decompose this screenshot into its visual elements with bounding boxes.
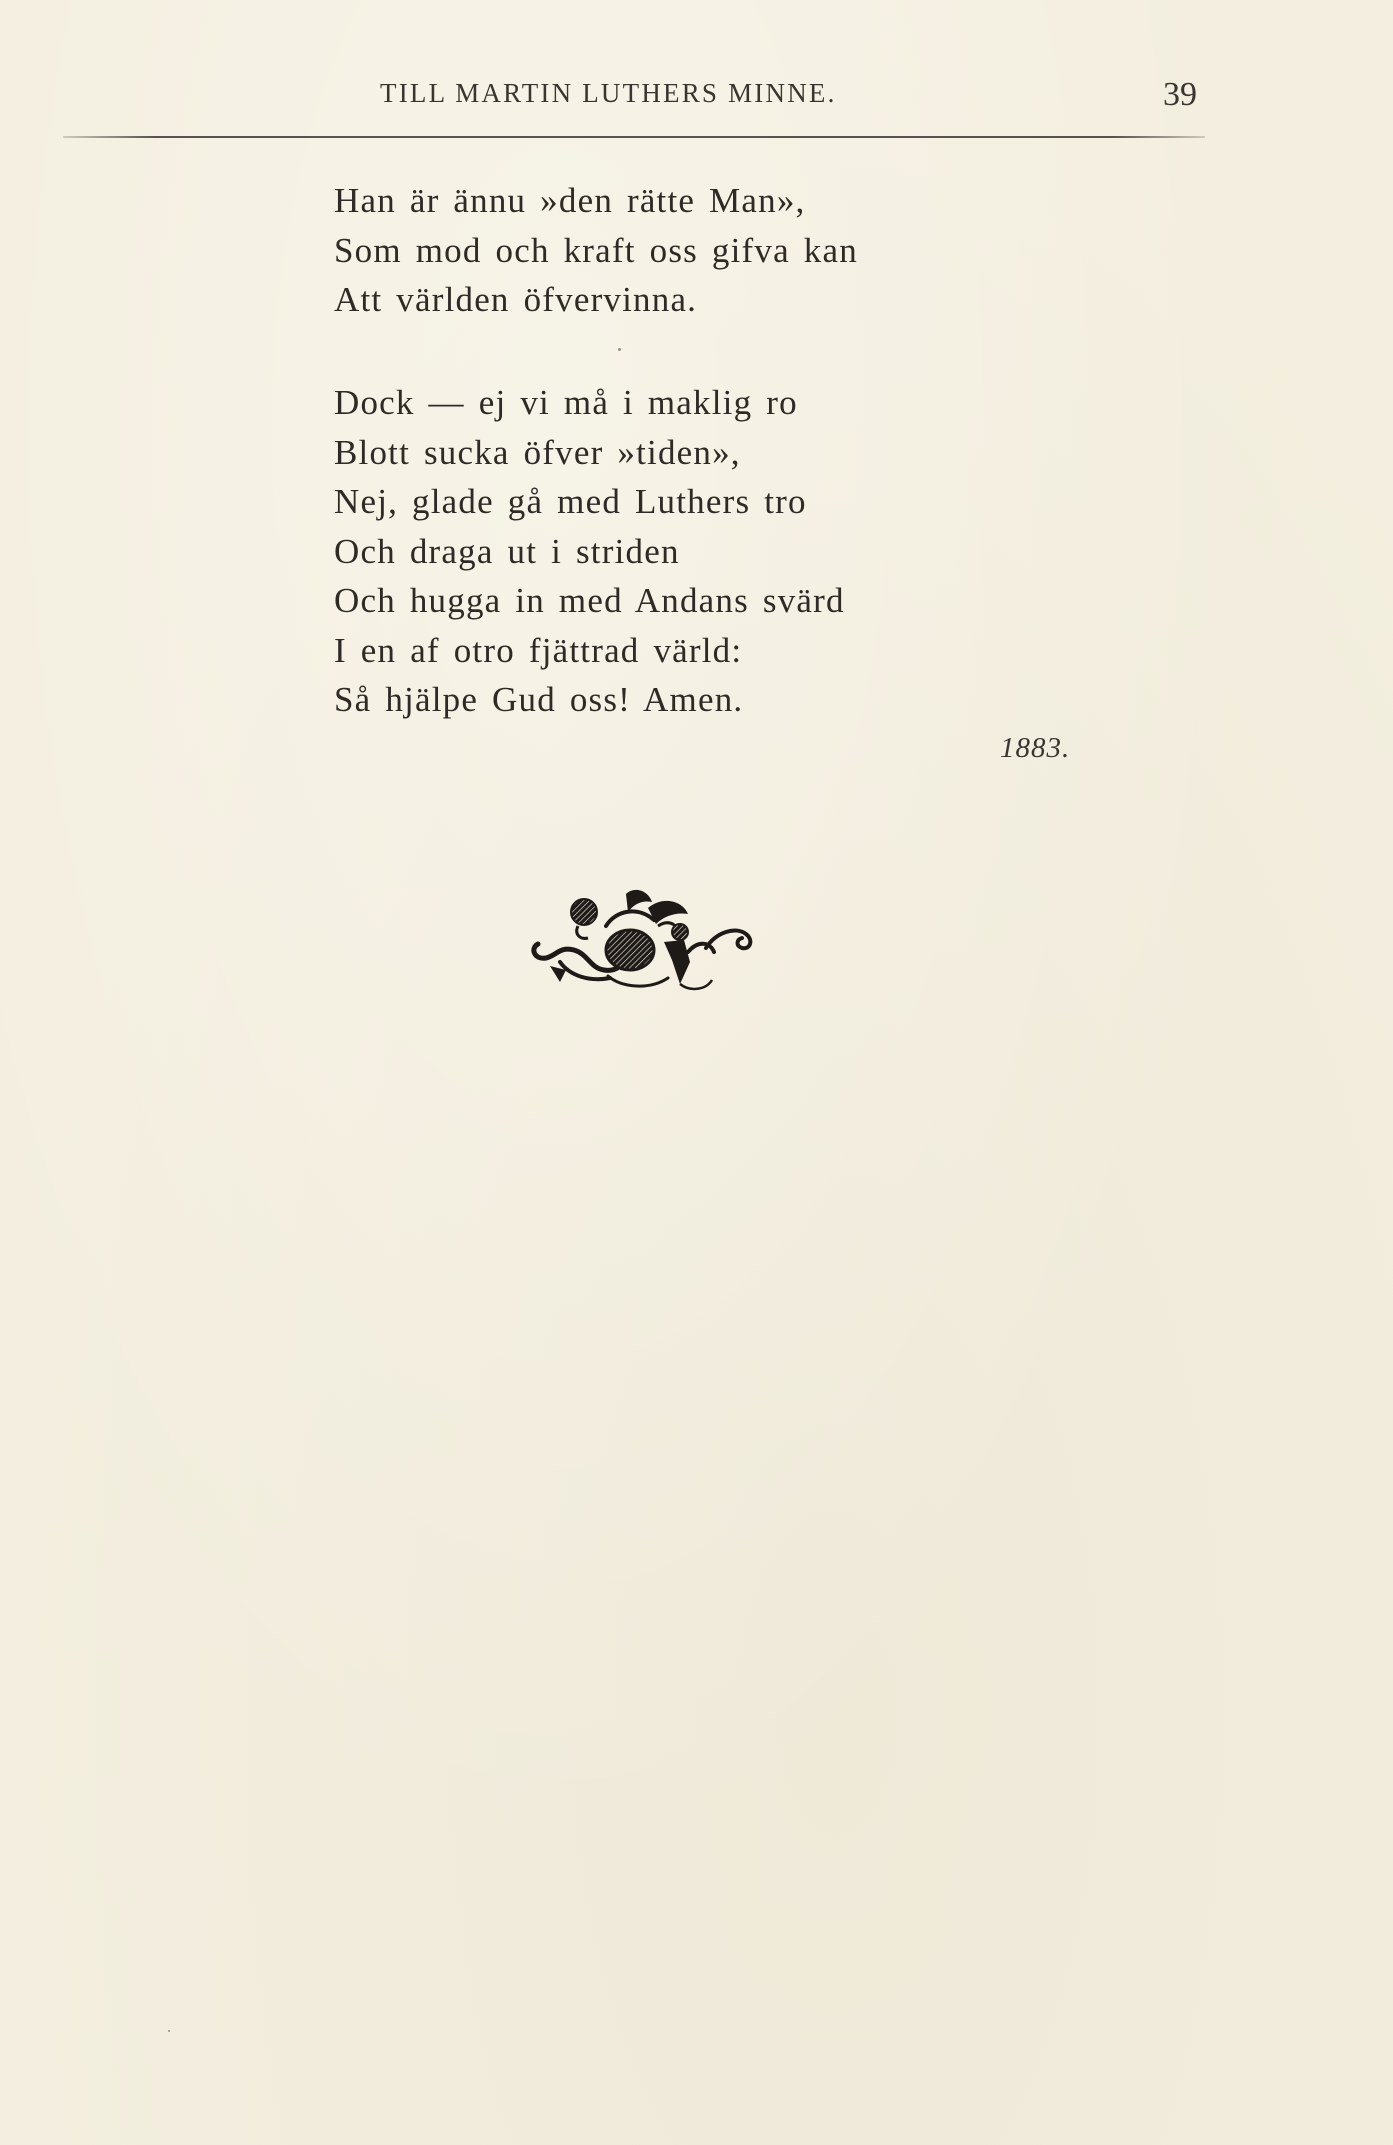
verse-line: Han är ännu »den rätte Man», xyxy=(334,181,806,220)
verse-line: Att världen öfvervinna. xyxy=(334,280,698,319)
running-head xyxy=(0,78,1393,118)
running-title: TILL MARTIN LUTHERS MINNE. xyxy=(380,78,837,108)
verse-line: Och hugga in med Andans svärd xyxy=(334,581,845,620)
verse-line: Blott sucka öfver »tiden», xyxy=(334,432,741,472)
verse-line: Dock — ej vi må i maklig ro xyxy=(334,383,798,422)
floral-vignette-icon xyxy=(530,886,760,996)
verse-line: Nej, glade gå med Luthers tro xyxy=(334,482,807,521)
header-rule xyxy=(63,136,1205,138)
paper-speck xyxy=(168,2030,170,2032)
stanza-1 xyxy=(334,176,858,325)
paper-speck xyxy=(618,348,621,351)
verse-line: Och draga ut i striden xyxy=(334,531,680,571)
verse-line: Så hjälpe Gud oss! Amen. xyxy=(334,680,744,719)
page-number: 39 xyxy=(1163,76,1197,113)
stanza-2 xyxy=(334,378,845,725)
poem-year: 1883. xyxy=(1000,732,1071,764)
verse-line: Som mod och kraft oss gifva kan xyxy=(334,230,858,270)
verse-line: I en af otro fjättrad värld: xyxy=(334,630,743,670)
